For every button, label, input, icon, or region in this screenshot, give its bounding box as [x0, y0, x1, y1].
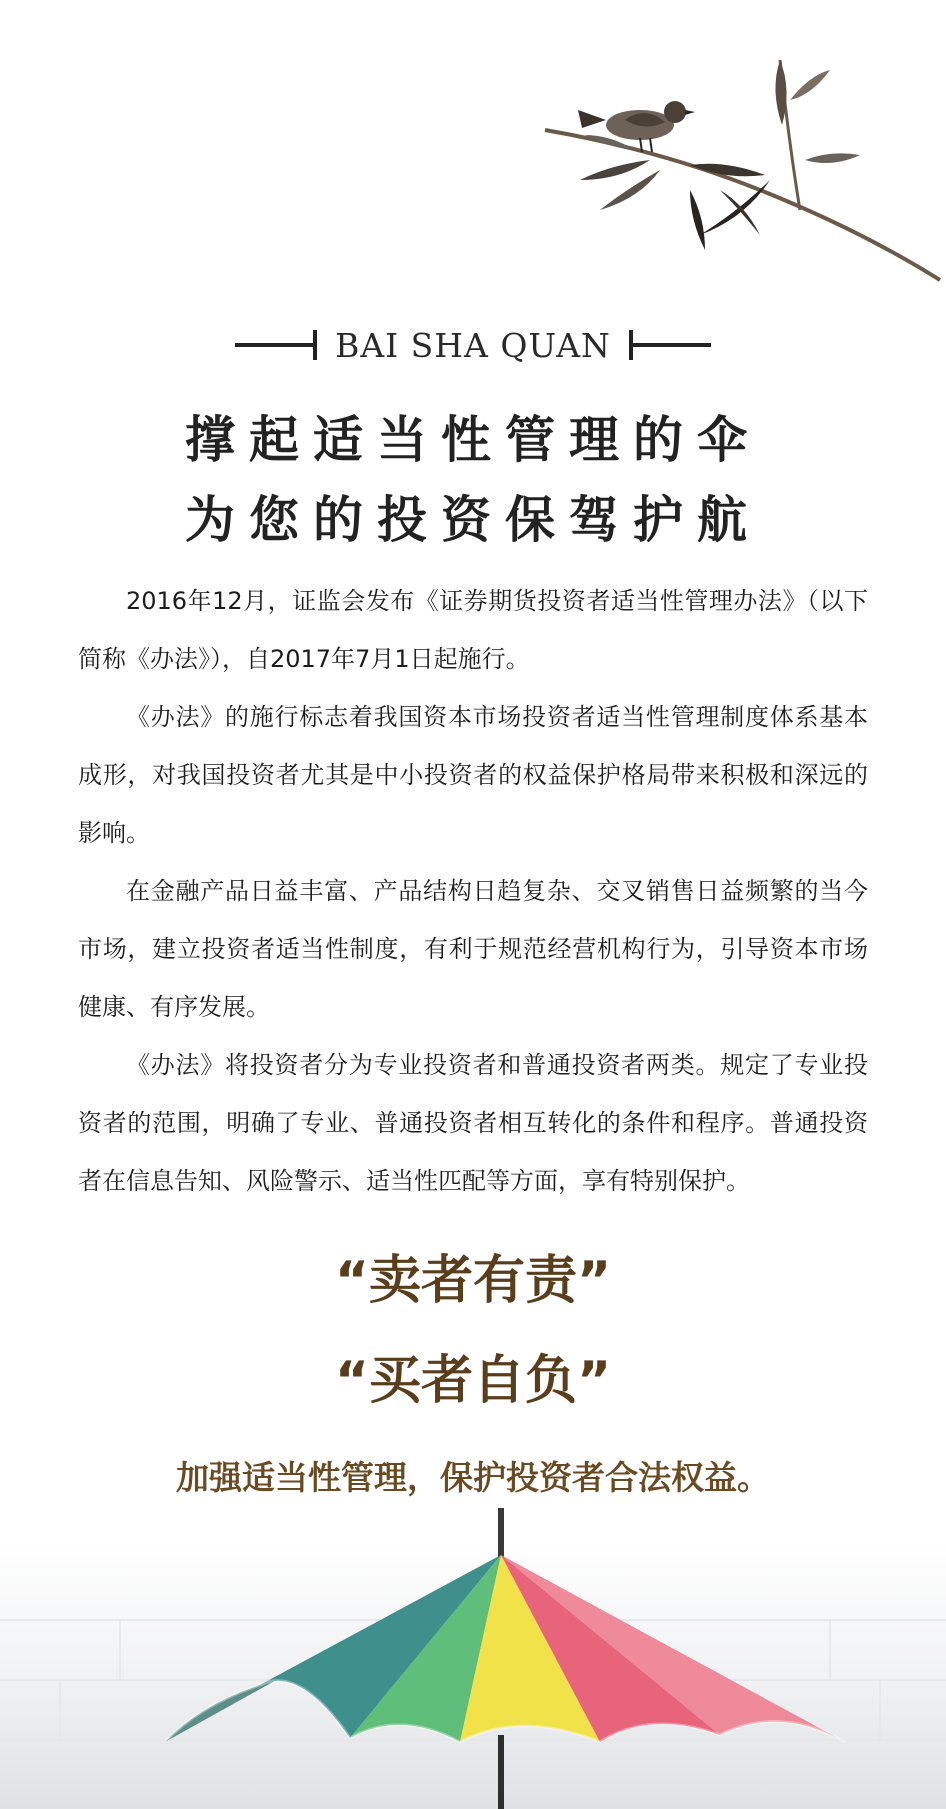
umbrella-icon [0, 1480, 946, 1809]
slogan-buyer: “买者自负” [334, 1351, 612, 1411]
closing-statement: 加强适当性管理，保护投资者合法权益。 [176, 1458, 770, 1497]
brand-rule-left [235, 330, 317, 360]
title-line-2: 为您的投资保驾护航 [185, 490, 761, 549]
title-line-1: 撑起适当性管理的伞 [185, 410, 761, 469]
body-text [78, 572, 868, 1210]
brand-name: BAI SHA QUAN [335, 325, 611, 365]
paragraph: 《办法》的施行标志着我国资本市场投资者适当性管理制度体系基本成形，对我国投资者尤其是中小投资者的权益保护格局带来积极和深远的影响。 [78, 703, 868, 847]
paragraph: 在金融产品日益丰富、产品结构日趋复杂、交叉销售日益频繁的当今市场，建立投资者适当性制度，有利于规范经营机构行为，引导资本市场健康、有序发展。 [78, 877, 868, 1021]
slogan-seller: “卖者有责” [334, 1251, 612, 1311]
brand-header [0, 325, 946, 365]
paragraph: 2016年12月，证监会发布《证券期货投资者适当性管理办法》（以下简称《办法》），自2017年7月1日起施行。 [78, 587, 868, 673]
brand-rule-right [629, 330, 711, 360]
paragraph: 《办法》将投资者分为专业投资者和普通投资者两类。规定了专业投资者的范围，明确了专业、普通投资者相互转化的条件和程序。普通投资者在信息告知、风险警示、适当性匹配等方面，享有特别保护。 [78, 1051, 868, 1195]
bird-on-branch-icon [540, 40, 946, 290]
